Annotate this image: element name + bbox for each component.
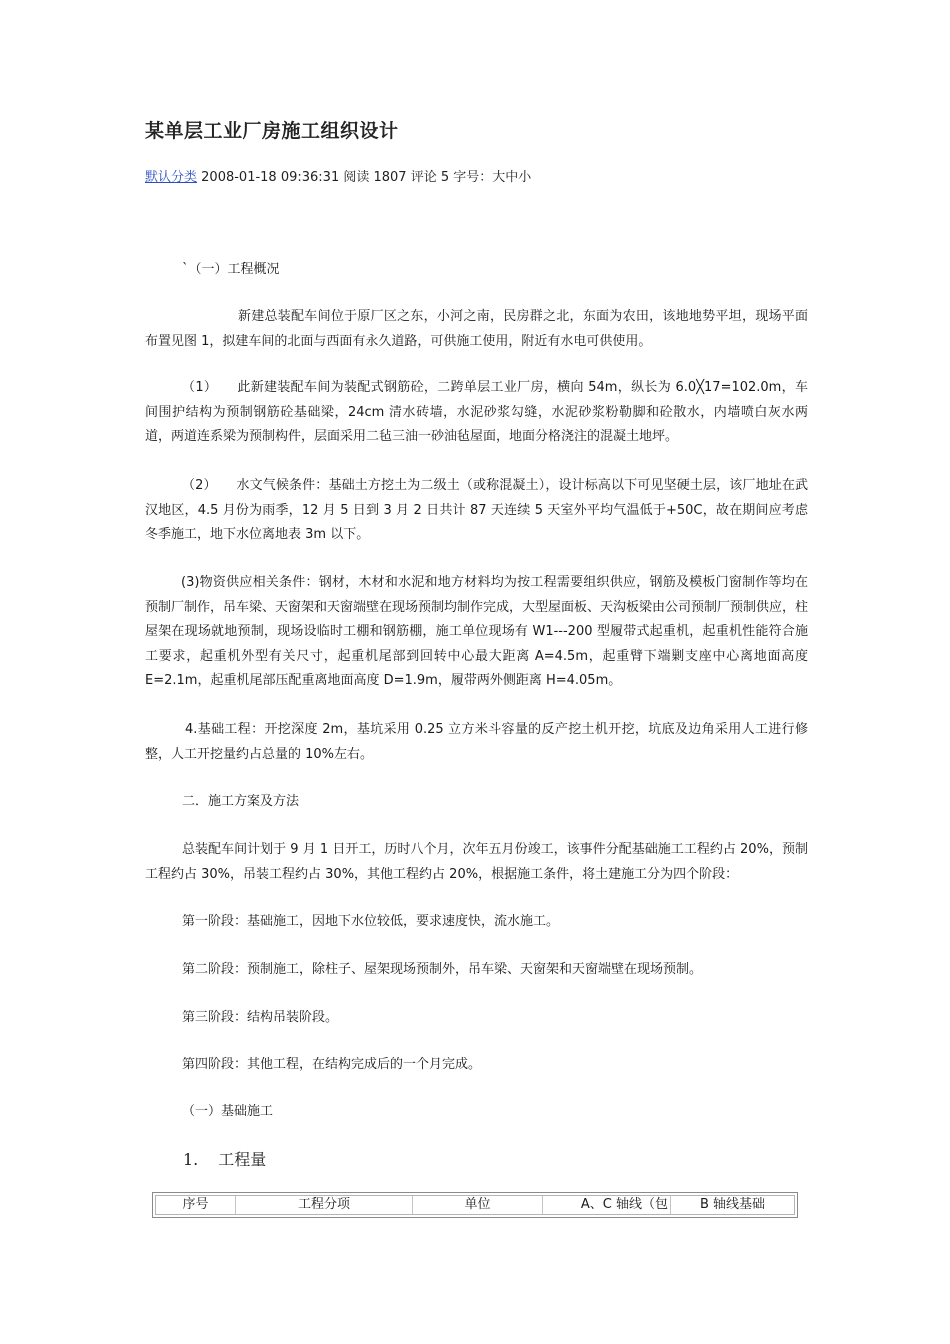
post-meta [145, 166, 531, 185]
section-heading-plan: 二．施工方案及方法 [182, 794, 300, 809]
numbered-heading [183, 1147, 266, 1170]
category-link[interactable]: 默认分类 [145, 170, 198, 185]
table-header-item: 工程分项 [236, 1196, 413, 1214]
table-header-axis-b: B 轴线基础 [699, 1197, 766, 1212]
paragraph-site-location: 新建总装配车间位于原厂区之东，小河之南，民房群之北，东面为农田，该地地势平坦，现场平面布置见图 1，拟建车间的北面与西面有永久道路，可供施工使用，附近有水电可供使用。 [145, 309, 808, 349]
post-info: 2008-01-18 09:36:31 阅读 1807 评论 5 字号：大中小 [197, 170, 532, 185]
paragraph-foundation-work: 4.基础工程：开挖深度 2m，基坑采用 0.25 立方米斗容量的反产挖土机开挖，坑底及边角采用人工进行修整，人工开挖量约占总量的 10%左右。 [145, 722, 808, 762]
paragraph-stage-1: 第一阶段：基础施工，因地下水位较低，要求速度快，流水施工。 [182, 914, 560, 929]
heading-number: 1. [183, 1150, 199, 1169]
paragraph-schedule: 总装配车间计划于 9 月 1 日开工，历时八个月，次年五月份竣工，该事件分配基础施工工程约占 20%，预制工程约占 30%，吊装工程约占 30%，其他工程约占 20%，根据施工条件，将土建施工分为四个阶段： [145, 842, 808, 882]
table-header-index: 序号 [156, 1196, 236, 1214]
paragraph-stage-3: 第三阶段：结构吊装阶段。 [182, 1010, 339, 1025]
table-header-row [155, 1195, 795, 1215]
table-header-axis-ac: A、C 轴线（包 [543, 1196, 671, 1214]
document-title: 某单层工业厂房施工组织设计 [145, 120, 399, 142]
section-heading-foundation: （一）基础施工 [182, 1104, 274, 1119]
table-header-unit: 单位 [413, 1196, 543, 1214]
quantities-table [152, 1192, 798, 1218]
paragraph-stage-4: 第四阶段：其他工程，在结构完成后的一个月完成。 [182, 1057, 482, 1072]
paragraph-building-structure: （1） 此新建装配车间为装配式钢筋砼，二跨单层工业厂房，横向 54m，纵长为 6.0╳17=102.0m，车间围护结构为预制钢筋砼基础梁，24cm 清水砖墙，水泥砂浆勾缝，水泥砂浆粉勒脚和砼散水，内墙喷白灰水两道，两道连系梁为预制构件，层面采用二毡三油一砂油毡屋面，地面分格浇注的混凝土地坪。 [145, 380, 808, 444]
paragraph-stage-2: 第二阶段：预制施工，除柱子、屋架现场预制外，吊车梁、天窗架和天窗端壁在现场预制。 [182, 962, 703, 977]
section-heading-overview: `（一）工程概况 [182, 262, 280, 277]
paragraph-material-supply: (3)物资供应相关条件：钢材，木材和水泥和地方材料均为按工程需要组织供应，钢筋及模板门窗制作等均在预制厂制作，吊车梁、天窗架和天窗端壁在现场预制均制作完成，大型屋面板、天沟板梁由公司预制厂预制供应，柱屋架在现场就地预制，现场设临时工棚和钢筋棚，施工单位现场有 W1---200 型履带式起重机，起重机性能符合施工要求，起重机外型有关尺寸，起重机尾部到回转中心最大距离 A=4.5m，起重臂下端剿支座中心离地面高度 E=2.1m，起重机尾部压配重离地面高度 D=1.9m，履带两外侧距离 H=4.05m。 [145, 575, 809, 688]
paragraph-hydro-climate: （2） 水文气候条件：基础土方挖土为二级土（或称混凝土），设计标高以下可见坚硬土层，该厂地址在武汉地区，4.5 月份为雨季，12 月 5 日到 3 月 2 日共计 87 天连续 5 天室外平均气温低于+50C，故在期间应考虑冬季施工，地下水位离地表 3m 以下。 [145, 478, 808, 542]
heading-text: 工程量 [218, 1150, 267, 1169]
